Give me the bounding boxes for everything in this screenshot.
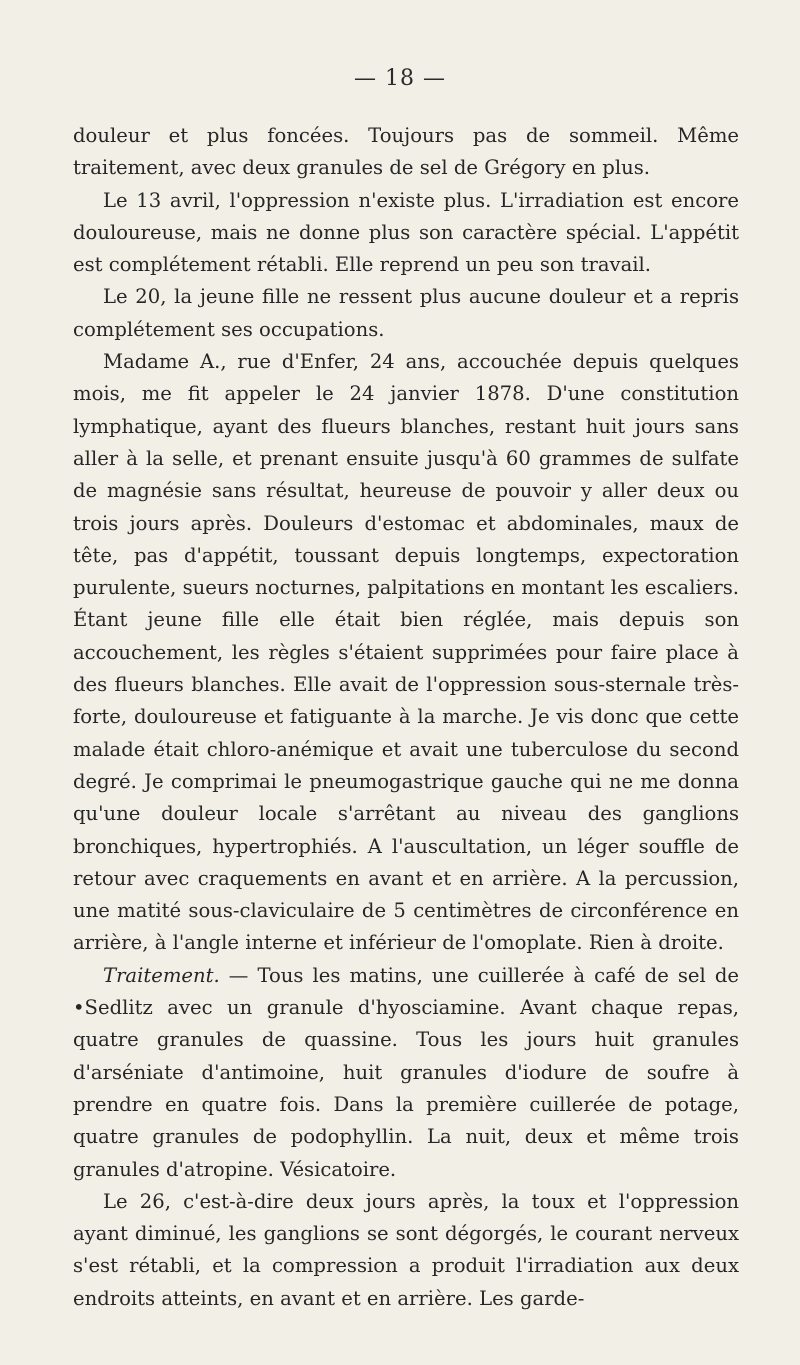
paragraph-13-avril: Le 13 avril, l'oppression n'existe plus. L'irradiation est encore douloureuse, mais ne donne plus son caractère spécial. L'appétit est complétement rétabli. Elle reprend un peu son travail. <box>73 188 739 277</box>
body-text <box>73 120 739 1315</box>
traitement-label: Traitement. <box>103 963 220 987</box>
paragraph-madame-a: Madame A., rue d'Enfer, 24 ans, accouchée depuis quelques mois, me fit appeler le 24 janvier 1878. D'une constitution lymphatique, ayant des flueurs blanches, restant huit jours sans aller à la selle, et prenant ensuite jusqu'à 60 grammes de sulfate de magnésie sans résultat, heureuse de pouvoir y aller deux ou trois jours après. Douleurs d'estomac et abdominales, maux de tête, pas d'appétit, toussant depuis longtemps, expectoration purulente, sueurs nocturnes, palpitations en montant les escaliers. Étant jeune fille elle était bien réglée, mais depuis son accouchement, les règles s'étaient supprimées pour faire place à des flueurs blanches. Elle avait de l'oppression sous-sternale très-forte, douloureuse et fatiguante à la marche. Je vis donc que cette malade était chloro-anémique et avait une tuberculose du second degré. Je comprimai le pneumogastrique gauche qui ne me donna qu'une douleur locale s'arrêtant au niveau des ganglions bronchiques, hypertrophiés. A l'auscultation, un léger souffle de retour avec craquements en avant et en arrière. A la percussion, une matité sous-claviculaire de 5 centimètres de circonférence en arrière, à l'angle interne et inférieur de l'omoplate. Rien à droite. <box>73 350 739 955</box>
paragraph-continued: douleur et plus foncées. Toujours pas de sommeil. Même traitement, avec deux granules de sel de Grégory en plus. <box>73 124 739 180</box>
page-number: — 18 — <box>354 66 446 91</box>
traitement-text: — Tous les matins, une cuillerée à café de sel de •Sedlitz avec un granule d'hyosciamine. Avant chaque repas, quatre granules de quassine. Tous les jours huit granules d'arséniate d'antimoine, huit granules d'iodure de soufre à prendre en quatre fois. Dans la première cuillerée de potage, quatre granules de podophyllin. La nuit, deux et même trois granules d'atropine. Vésicatoire. <box>73 963 739 1181</box>
paragraph-le-20: Le 20, la jeune fille ne ressent plus aucune douleur et a repris complétement ses occupations. <box>73 285 739 341</box>
paragraph-le-26: Le 26, c'est-à-dire deux jours après, la toux et l'oppression ayant diminué, les ganglions se sont dégorgés, le courant nerveux s'est rétabli, et la compression a produit l'irradiation aux deux endroits atteints, en avant et en arrière. Les garde- <box>73 1189 739 1310</box>
paragraph-traitement <box>73 960 739 1186</box>
